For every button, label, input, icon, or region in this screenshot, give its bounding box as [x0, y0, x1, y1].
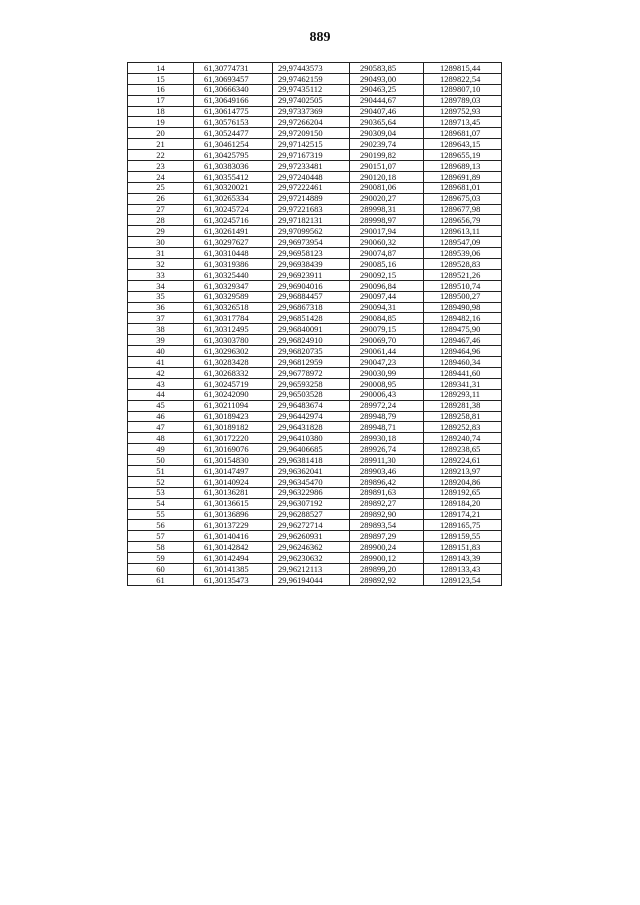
y-coordinate-cell: 1289258,81 — [424, 411, 502, 422]
longitude-cell: 29,96322986 — [273, 487, 350, 498]
longitude-cell: 29,96820735 — [273, 346, 350, 357]
table-row — [128, 346, 502, 357]
x-coordinate-cell: 290094,31 — [350, 302, 424, 313]
longitude-cell: 29,97337369 — [273, 106, 350, 117]
y-coordinate-cell: 1289240,74 — [424, 433, 502, 444]
longitude-cell: 29,97209150 — [273, 128, 350, 139]
x-coordinate-cell: 290017,94 — [350, 226, 424, 237]
y-coordinate-cell: 1289822,54 — [424, 73, 502, 84]
y-coordinate-cell: 1289510,74 — [424, 280, 502, 291]
point-number-cell: 55 — [128, 509, 194, 520]
point-number-cell: 59 — [128, 553, 194, 564]
table-row — [128, 422, 502, 433]
point-number-cell: 24 — [128, 171, 194, 182]
table-row — [128, 215, 502, 226]
longitude-cell: 29,96884457 — [273, 291, 350, 302]
x-coordinate-cell: 289903,46 — [350, 465, 424, 476]
x-coordinate-cell: 289896,42 — [350, 476, 424, 487]
y-coordinate-cell: 1289521,26 — [424, 269, 502, 280]
x-coordinate-cell: 290006,43 — [350, 389, 424, 400]
point-number-cell: 47 — [128, 422, 194, 433]
latitude-cell: 61,30189423 — [194, 411, 273, 422]
x-coordinate-cell: 289891,63 — [350, 487, 424, 498]
y-coordinate-cell: 1289807,10 — [424, 84, 502, 95]
table-row — [128, 378, 502, 389]
longitude-cell: 29,96503528 — [273, 389, 350, 400]
point-number-cell: 54 — [128, 498, 194, 509]
table-row — [128, 171, 502, 182]
y-coordinate-cell: 1289281,38 — [424, 400, 502, 411]
y-coordinate-cell: 1289133,43 — [424, 563, 502, 574]
point-number-cell: 40 — [128, 346, 194, 357]
point-number-cell: 43 — [128, 378, 194, 389]
table-row — [128, 204, 502, 215]
point-number-cell: 26 — [128, 193, 194, 204]
y-coordinate-cell: 1289656,79 — [424, 215, 502, 226]
table-row — [128, 302, 502, 313]
latitude-cell: 61,30383036 — [194, 161, 273, 172]
y-coordinate-cell: 1289224,61 — [424, 455, 502, 466]
longitude-cell: 29,97462159 — [273, 73, 350, 84]
table-row — [128, 291, 502, 302]
latitude-cell: 61,30265334 — [194, 193, 273, 204]
point-number-cell: 46 — [128, 411, 194, 422]
latitude-cell: 61,30312495 — [194, 324, 273, 335]
table-row — [128, 531, 502, 542]
longitude-cell: 29,96824910 — [273, 335, 350, 346]
latitude-cell: 61,30524477 — [194, 128, 273, 139]
latitude-cell: 61,30329347 — [194, 280, 273, 291]
point-number-cell: 53 — [128, 487, 194, 498]
y-coordinate-cell: 1289475,90 — [424, 324, 502, 335]
longitude-cell: 29,96410380 — [273, 433, 350, 444]
table-row — [128, 455, 502, 466]
latitude-cell: 61,30325440 — [194, 269, 273, 280]
y-coordinate-cell: 1289613,11 — [424, 226, 502, 237]
table-row — [128, 411, 502, 422]
point-number-cell: 22 — [128, 150, 194, 161]
latitude-cell: 61,30614775 — [194, 106, 273, 117]
y-coordinate-cell: 1289460,34 — [424, 357, 502, 368]
y-coordinate-cell: 1289213,97 — [424, 465, 502, 476]
y-coordinate-cell: 1289691,89 — [424, 171, 502, 182]
point-number-cell: 60 — [128, 563, 194, 574]
y-coordinate-cell: 1289238,65 — [424, 444, 502, 455]
y-coordinate-cell: 1289143,39 — [424, 553, 502, 564]
latitude-cell: 61,30319386 — [194, 259, 273, 270]
y-coordinate-cell: 1289252,83 — [424, 422, 502, 433]
x-coordinate-cell: 289892,90 — [350, 509, 424, 520]
point-number-cell: 36 — [128, 302, 194, 313]
longitude-cell: 29,96840091 — [273, 324, 350, 335]
y-coordinate-cell: 1289490,98 — [424, 302, 502, 313]
x-coordinate-cell: 290084,85 — [350, 313, 424, 324]
y-coordinate-cell: 1289675,03 — [424, 193, 502, 204]
latitude-cell: 61,30425795 — [194, 150, 273, 161]
point-number-cell: 44 — [128, 389, 194, 400]
point-number-cell: 61 — [128, 574, 194, 585]
x-coordinate-cell: 289892,92 — [350, 574, 424, 585]
x-coordinate-cell: 289897,29 — [350, 531, 424, 542]
x-coordinate-cell: 289899,20 — [350, 563, 424, 574]
latitude-cell: 61,30666340 — [194, 84, 273, 95]
y-coordinate-cell: 1289752,93 — [424, 106, 502, 117]
longitude-cell: 29,97099562 — [273, 226, 350, 237]
latitude-cell: 61,30245719 — [194, 378, 273, 389]
latitude-cell: 61,30461254 — [194, 139, 273, 150]
longitude-cell: 29,96362041 — [273, 465, 350, 476]
table-row — [128, 73, 502, 84]
x-coordinate-cell: 289948,71 — [350, 422, 424, 433]
x-coordinate-cell: 289948,79 — [350, 411, 424, 422]
table-row — [128, 63, 502, 74]
latitude-cell: 61,30147497 — [194, 465, 273, 476]
table-row — [128, 248, 502, 259]
x-coordinate-cell: 290151,07 — [350, 161, 424, 172]
longitude-cell: 29,96904016 — [273, 280, 350, 291]
x-coordinate-cell: 290081,06 — [350, 182, 424, 193]
longitude-cell: 29,97435112 — [273, 84, 350, 95]
longitude-cell: 29,96958123 — [273, 248, 350, 259]
latitude-cell: 61,30268332 — [194, 367, 273, 378]
x-coordinate-cell: 289926,74 — [350, 444, 424, 455]
table-row — [128, 150, 502, 161]
longitude-cell: 29,96867318 — [273, 302, 350, 313]
x-coordinate-cell: 290239,74 — [350, 139, 424, 150]
table-row — [128, 367, 502, 378]
point-number-cell: 16 — [128, 84, 194, 95]
y-coordinate-cell: 1289192,65 — [424, 487, 502, 498]
y-coordinate-cell: 1289547,09 — [424, 237, 502, 248]
latitude-cell: 61,30576153 — [194, 117, 273, 128]
table-row — [128, 400, 502, 411]
x-coordinate-cell: 290079,15 — [350, 324, 424, 335]
point-number-cell: 29 — [128, 226, 194, 237]
x-coordinate-cell: 289998,31 — [350, 204, 424, 215]
point-number-cell: 45 — [128, 400, 194, 411]
table-row — [128, 106, 502, 117]
y-coordinate-cell: 1289689,13 — [424, 161, 502, 172]
latitude-cell: 61,30283428 — [194, 357, 273, 368]
x-coordinate-cell: 290365,64 — [350, 117, 424, 128]
x-coordinate-cell: 290061,44 — [350, 346, 424, 357]
latitude-cell: 61,30261491 — [194, 226, 273, 237]
y-coordinate-cell: 1289500,27 — [424, 291, 502, 302]
point-number-cell: 42 — [128, 367, 194, 378]
y-coordinate-cell: 1289713,45 — [424, 117, 502, 128]
x-coordinate-cell: 290030,99 — [350, 367, 424, 378]
x-coordinate-cell: 290047,23 — [350, 357, 424, 368]
y-coordinate-cell: 1289204,86 — [424, 476, 502, 487]
x-coordinate-cell: 290074,87 — [350, 248, 424, 259]
point-number-cell: 20 — [128, 128, 194, 139]
point-number-cell: 33 — [128, 269, 194, 280]
longitude-cell: 29,96194044 — [273, 574, 350, 585]
point-number-cell: 57 — [128, 531, 194, 542]
y-coordinate-cell: 1289464,96 — [424, 346, 502, 357]
x-coordinate-cell: 290120,18 — [350, 171, 424, 182]
longitude-cell: 29,96442974 — [273, 411, 350, 422]
point-number-cell: 35 — [128, 291, 194, 302]
y-coordinate-cell: 1289184,20 — [424, 498, 502, 509]
y-coordinate-cell: 1289643,15 — [424, 139, 502, 150]
point-number-cell: 27 — [128, 204, 194, 215]
table-row — [128, 553, 502, 564]
latitude-cell: 61,30172220 — [194, 433, 273, 444]
longitude-cell: 29,97221683 — [273, 204, 350, 215]
point-number-cell: 28 — [128, 215, 194, 226]
longitude-cell: 29,96431828 — [273, 422, 350, 433]
table-row — [128, 95, 502, 106]
latitude-cell: 61,30297627 — [194, 237, 273, 248]
table-row — [128, 269, 502, 280]
y-coordinate-cell: 1289482,16 — [424, 313, 502, 324]
longitude-cell: 29,96260931 — [273, 531, 350, 542]
latitude-cell: 61,30242090 — [194, 389, 273, 400]
latitude-cell: 61,30137229 — [194, 520, 273, 531]
longitude-cell: 29,96938439 — [273, 259, 350, 270]
x-coordinate-cell: 290085,16 — [350, 259, 424, 270]
longitude-cell: 29,96381418 — [273, 455, 350, 466]
longitude-cell: 29,96406685 — [273, 444, 350, 455]
point-number-cell: 38 — [128, 324, 194, 335]
table-row — [128, 226, 502, 237]
longitude-cell: 29,96212113 — [273, 563, 350, 574]
y-coordinate-cell: 1289341,31 — [424, 378, 502, 389]
latitude-cell: 61,30317784 — [194, 313, 273, 324]
longitude-cell: 29,96812959 — [273, 357, 350, 368]
y-coordinate-cell: 1289539,06 — [424, 248, 502, 259]
y-coordinate-cell: 1289159,55 — [424, 531, 502, 542]
table-row — [128, 542, 502, 553]
longitude-cell: 29,97233481 — [273, 161, 350, 172]
point-number-cell: 48 — [128, 433, 194, 444]
table-row — [128, 280, 502, 291]
table-row — [128, 117, 502, 128]
point-number-cell: 25 — [128, 182, 194, 193]
y-coordinate-cell: 1289441,60 — [424, 367, 502, 378]
table-row — [128, 389, 502, 400]
longitude-cell: 29,96851428 — [273, 313, 350, 324]
x-coordinate-cell: 290020,27 — [350, 193, 424, 204]
latitude-cell: 61,30303780 — [194, 335, 273, 346]
point-number-cell: 32 — [128, 259, 194, 270]
point-number-cell: 39 — [128, 335, 194, 346]
point-number-cell: 23 — [128, 161, 194, 172]
y-coordinate-cell: 1289467,46 — [424, 335, 502, 346]
latitude-cell: 61,30693457 — [194, 73, 273, 84]
point-number-cell: 21 — [128, 139, 194, 150]
latitude-cell: 61,30154830 — [194, 455, 273, 466]
table-row — [128, 161, 502, 172]
y-coordinate-cell: 1289123,54 — [424, 574, 502, 585]
y-coordinate-cell: 1289815,44 — [424, 63, 502, 74]
point-number-cell: 41 — [128, 357, 194, 368]
table-row — [128, 84, 502, 95]
longitude-cell: 29,96593258 — [273, 378, 350, 389]
point-number-cell: 19 — [128, 117, 194, 128]
latitude-cell: 61,30320021 — [194, 182, 273, 193]
x-coordinate-cell: 290060,32 — [350, 237, 424, 248]
y-coordinate-cell: 1289293,11 — [424, 389, 502, 400]
latitude-cell: 61,30140416 — [194, 531, 273, 542]
latitude-cell: 61,30142842 — [194, 542, 273, 553]
table-row — [128, 444, 502, 455]
longitude-cell: 29,96230632 — [273, 553, 350, 564]
latitude-cell: 61,30140924 — [194, 476, 273, 487]
point-number-cell: 52 — [128, 476, 194, 487]
table-row — [128, 476, 502, 487]
table-row — [128, 182, 502, 193]
longitude-cell: 29,96288527 — [273, 509, 350, 520]
table-row — [128, 520, 502, 531]
longitude-cell: 29,97240448 — [273, 171, 350, 182]
x-coordinate-cell: 289911,30 — [350, 455, 424, 466]
table-row — [128, 509, 502, 520]
y-coordinate-cell: 1289789,03 — [424, 95, 502, 106]
table-row — [128, 498, 502, 509]
latitude-cell: 61,30211094 — [194, 400, 273, 411]
y-coordinate-cell: 1289165,75 — [424, 520, 502, 531]
point-number-cell: 58 — [128, 542, 194, 553]
latitude-cell: 61,30141385 — [194, 563, 273, 574]
point-number-cell: 34 — [128, 280, 194, 291]
longitude-cell: 29,97443573 — [273, 63, 350, 74]
point-number-cell: 50 — [128, 455, 194, 466]
longitude-cell: 29,97214889 — [273, 193, 350, 204]
point-number-cell: 51 — [128, 465, 194, 476]
x-coordinate-cell: 290493,00 — [350, 73, 424, 84]
latitude-cell: 61,30649166 — [194, 95, 273, 106]
latitude-cell: 61,30142494 — [194, 553, 273, 564]
table-row — [128, 313, 502, 324]
longitude-cell: 29,97402505 — [273, 95, 350, 106]
y-coordinate-cell: 1289174,21 — [424, 509, 502, 520]
point-number-cell: 31 — [128, 248, 194, 259]
longitude-cell: 29,97142515 — [273, 139, 350, 150]
latitude-cell: 61,30136896 — [194, 509, 273, 520]
table-row — [128, 193, 502, 204]
x-coordinate-cell: 290096,84 — [350, 280, 424, 291]
table-row — [128, 128, 502, 139]
point-number-cell: 14 — [128, 63, 194, 74]
y-coordinate-cell: 1289677,98 — [424, 204, 502, 215]
x-coordinate-cell: 290092,15 — [350, 269, 424, 280]
table-row — [128, 324, 502, 335]
table-row — [128, 357, 502, 368]
latitude-cell: 61,30136615 — [194, 498, 273, 509]
x-coordinate-cell: 290097,44 — [350, 291, 424, 302]
x-coordinate-cell: 289930,18 — [350, 433, 424, 444]
table-row — [128, 574, 502, 585]
point-number-cell: 15 — [128, 73, 194, 84]
x-coordinate-cell: 290463,25 — [350, 84, 424, 95]
latitude-cell: 61,30136281 — [194, 487, 273, 498]
latitude-cell: 61,30326518 — [194, 302, 273, 313]
latitude-cell: 61,30189182 — [194, 422, 273, 433]
longitude-cell: 29,96923911 — [273, 269, 350, 280]
longitude-cell: 29,96345470 — [273, 476, 350, 487]
coordinates-table-container — [127, 62, 501, 586]
table-row — [128, 487, 502, 498]
latitude-cell: 61,30135473 — [194, 574, 273, 585]
longitude-cell: 29,97266204 — [273, 117, 350, 128]
x-coordinate-cell: 289998,97 — [350, 215, 424, 226]
x-coordinate-cell: 289900,24 — [350, 542, 424, 553]
table-row — [128, 139, 502, 150]
latitude-cell: 61,30310448 — [194, 248, 273, 259]
longitude-cell: 29,96973954 — [273, 237, 350, 248]
point-number-cell: 18 — [128, 106, 194, 117]
latitude-cell: 61,30355412 — [194, 171, 273, 182]
x-coordinate-cell: 289972,24 — [350, 400, 424, 411]
longitude-cell: 29,96272714 — [273, 520, 350, 531]
y-coordinate-cell: 1289655,19 — [424, 150, 502, 161]
latitude-cell: 61,30296302 — [194, 346, 273, 357]
x-coordinate-cell: 290069,70 — [350, 335, 424, 346]
x-coordinate-cell: 290199,82 — [350, 150, 424, 161]
y-coordinate-cell: 1289151,83 — [424, 542, 502, 553]
table-body — [128, 63, 502, 586]
longitude-cell: 29,96778972 — [273, 367, 350, 378]
longitude-cell: 29,96246362 — [273, 542, 350, 553]
x-coordinate-cell: 289893,54 — [350, 520, 424, 531]
x-coordinate-cell: 289892,27 — [350, 498, 424, 509]
table-row — [128, 563, 502, 574]
coordinates-table — [127, 62, 502, 586]
latitude-cell: 61,30329589 — [194, 291, 273, 302]
x-coordinate-cell: 290008,95 — [350, 378, 424, 389]
table-row — [128, 259, 502, 270]
longitude-cell: 29,96483674 — [273, 400, 350, 411]
point-number-cell: 49 — [128, 444, 194, 455]
table-row — [128, 335, 502, 346]
y-coordinate-cell: 1289528,83 — [424, 259, 502, 270]
latitude-cell: 61,30169076 — [194, 444, 273, 455]
x-coordinate-cell: 290444,67 — [350, 95, 424, 106]
y-coordinate-cell: 1289681,07 — [424, 128, 502, 139]
x-coordinate-cell: 290407,46 — [350, 106, 424, 117]
point-number-cell: 17 — [128, 95, 194, 106]
x-coordinate-cell: 290309,04 — [350, 128, 424, 139]
point-number-cell: 37 — [128, 313, 194, 324]
x-coordinate-cell: 290583,85 — [350, 63, 424, 74]
longitude-cell: 29,97182131 — [273, 215, 350, 226]
latitude-cell: 61,30774731 — [194, 63, 273, 74]
longitude-cell: 29,97167319 — [273, 150, 350, 161]
latitude-cell: 61,30245724 — [194, 204, 273, 215]
latitude-cell: 61,30245716 — [194, 215, 273, 226]
page-number: 889 — [309, 30, 331, 45]
x-coordinate-cell: 289900,12 — [350, 553, 424, 564]
point-number-cell: 56 — [128, 520, 194, 531]
table-row — [128, 433, 502, 444]
table-row — [128, 237, 502, 248]
longitude-cell: 29,96307192 — [273, 498, 350, 509]
longitude-cell: 29,97222461 — [273, 182, 350, 193]
y-coordinate-cell: 1289681,01 — [424, 182, 502, 193]
table-row — [128, 465, 502, 476]
point-number-cell: 30 — [128, 237, 194, 248]
